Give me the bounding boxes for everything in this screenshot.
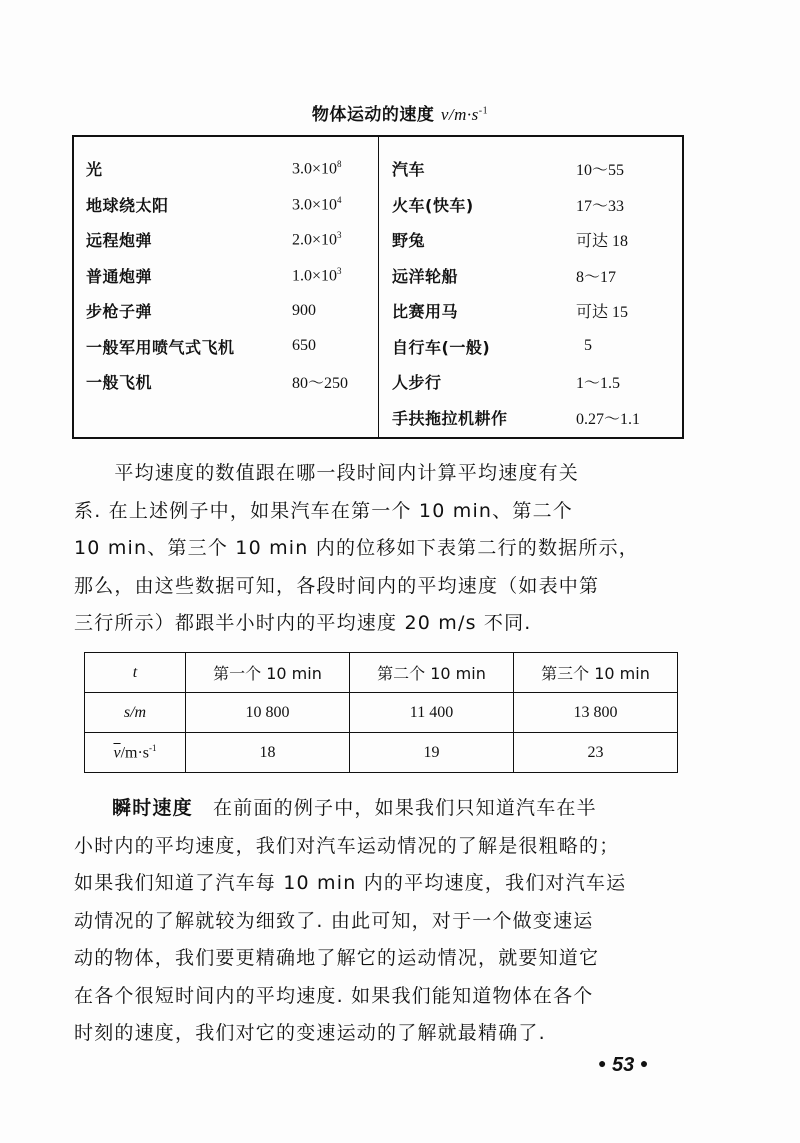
caption-exponent: -1 bbox=[478, 105, 489, 117]
object-name: 汽车 bbox=[392, 160, 426, 180]
table-cell: 23 bbox=[514, 733, 678, 773]
speed-table bbox=[72, 135, 684, 439]
value-exponent: 3 bbox=[337, 230, 342, 241]
text-line: 时刻的速度，我们对它的变速运动的了解就最精确了. bbox=[74, 1022, 546, 1044]
header-cell: 第二个 10 min bbox=[350, 653, 514, 693]
object-name: 光 bbox=[86, 160, 103, 180]
object-name: 地球绕太阳 bbox=[86, 195, 169, 215]
table-row bbox=[85, 693, 678, 733]
paragraph-average-speed bbox=[74, 455, 690, 643]
table-row bbox=[392, 400, 682, 436]
text-line: 那么，由这些数据可知，各段时间内的平均速度（如表中第 bbox=[74, 574, 600, 597]
page-number bbox=[598, 1054, 648, 1077]
table-header-row bbox=[85, 653, 678, 693]
speed-value: 可达 18 bbox=[576, 233, 629, 251]
speed-value bbox=[292, 337, 316, 355]
speed-value: 0.27～1.1 bbox=[576, 410, 641, 428]
bullet-icon: ● bbox=[639, 1055, 649, 1071]
text-line: 三行所示）都跟半小时内的平均速度 20 m/s 不同. bbox=[74, 612, 532, 634]
object-name: 一般军用喷气式飞机 bbox=[86, 337, 235, 357]
value-exponent: 3 bbox=[337, 265, 342, 276]
table-row bbox=[86, 187, 376, 223]
text-line: 动的物体，我们要更精确地了解它的运动情况，就要知道它 bbox=[74, 947, 600, 969]
page-number-text: 53 bbox=[612, 1054, 635, 1076]
speed-value: 1～1.5 bbox=[576, 375, 621, 393]
header-cell: 第一个 10 min bbox=[186, 653, 350, 693]
text-line: 动情况的了解就较为细致了. 由此可知，对于一个做变速运 bbox=[74, 909, 594, 932]
object-name: 比赛用马 bbox=[392, 302, 459, 322]
object-name: 野兔 bbox=[392, 231, 426, 251]
speed-value: 17～33 bbox=[576, 197, 625, 215]
speed-value bbox=[292, 230, 342, 249]
value-base: 900 bbox=[292, 301, 316, 319]
table-row bbox=[392, 258, 682, 294]
table-cell: 13 800 bbox=[514, 693, 678, 733]
text-line: 在各个很短时间内的平均速度. 如果我们能知道物体在各个 bbox=[74, 984, 594, 1007]
text-line: 平均速度的数值跟在哪一段时间内计算平均速度有关 bbox=[74, 462, 580, 484]
speed-value bbox=[292, 195, 342, 214]
table-row bbox=[392, 187, 682, 223]
object-name: 手扶拖拉机耕作 bbox=[392, 408, 508, 428]
paragraph-instantaneous-speed bbox=[74, 790, 690, 1053]
interval-table bbox=[84, 652, 678, 773]
table-row bbox=[85, 733, 678, 773]
table-row bbox=[392, 222, 682, 258]
header-cell: 第三个 10 min bbox=[514, 653, 678, 693]
value-base: 650 bbox=[292, 337, 316, 355]
table-row bbox=[86, 151, 376, 187]
text-line bbox=[74, 790, 690, 828]
text-line: 系. 在上述例子中，如果汽车在第一个 10 min、第二个 bbox=[74, 499, 573, 522]
table-cell: 18 bbox=[186, 733, 350, 773]
table-row bbox=[392, 293, 682, 329]
row-label-text: s/m bbox=[123, 703, 147, 721]
table-row bbox=[86, 258, 376, 294]
header-cell: t bbox=[85, 653, 186, 693]
table-row bbox=[86, 222, 376, 258]
caption-title: 物体运动的速度 bbox=[311, 105, 435, 125]
table-row bbox=[86, 329, 376, 365]
speed-table-right-column bbox=[392, 151, 682, 435]
speed-value bbox=[292, 159, 342, 178]
object-name: 一般飞机 bbox=[86, 373, 153, 393]
speed-value: 8～17 bbox=[576, 268, 617, 286]
text-line: 如果我们知道了汽车每 10 min 内的平均速度，我们对汽车运 bbox=[74, 872, 627, 894]
table-row bbox=[392, 364, 682, 400]
bullet-icon: ● bbox=[598, 1055, 607, 1071]
object-name: 步枪子弹 bbox=[86, 302, 153, 322]
speed-value bbox=[292, 266, 342, 285]
value-base: 3.0×10 bbox=[292, 195, 338, 213]
table-row bbox=[86, 364, 376, 400]
text-line: 小时内的平均速度，我们对汽车运动情况的了解是很粗略的； bbox=[74, 834, 620, 857]
table-divider bbox=[378, 137, 379, 437]
object-name: 人步行 bbox=[392, 373, 442, 393]
term-instantaneous-speed: 瞬时速度 bbox=[112, 797, 193, 819]
table-row bbox=[392, 151, 682, 187]
object-name: 火车(快车) bbox=[392, 195, 474, 215]
value-exponent: 4 bbox=[337, 194, 342, 205]
text-span: 在前面的例子中，如果我们只知道汽车在半 bbox=[192, 797, 597, 819]
speed-value: 可达 15 bbox=[576, 304, 629, 322]
object-name: 远洋轮船 bbox=[392, 266, 459, 286]
table-cell: 19 bbox=[350, 733, 514, 773]
value-base: 2.0×10 bbox=[292, 231, 338, 249]
row-label bbox=[85, 693, 186, 733]
value-base: 80～250 bbox=[292, 375, 349, 393]
speed-table-left-column bbox=[86, 151, 376, 400]
speed-value bbox=[292, 302, 316, 320]
table-row bbox=[86, 293, 376, 329]
speed-value: 5 bbox=[576, 337, 592, 355]
object-name: 普通炮弹 bbox=[86, 266, 153, 286]
speed-table-caption bbox=[0, 100, 800, 125]
object-name: 远程炮弹 bbox=[86, 231, 153, 251]
table-cell: 10 800 bbox=[186, 693, 350, 733]
value-base: 3.0×10 bbox=[292, 160, 338, 178]
value-exponent: 8 bbox=[337, 159, 342, 170]
table-row bbox=[392, 329, 682, 365]
table-cell: 11 400 bbox=[350, 693, 514, 733]
object-name: 自行车(一般) bbox=[392, 337, 491, 357]
text-line: 10 min、第三个 10 min 内的位移如下表第二行的数据所示， bbox=[74, 537, 639, 559]
v-bar-symbol: $\overline{v}$ bbox=[113, 744, 121, 762]
value-base: 1.0×10 bbox=[292, 266, 338, 284]
row-label-exponent: -1 bbox=[149, 742, 157, 753]
row-label-unit: /m·s bbox=[120, 744, 150, 762]
speed-value bbox=[292, 370, 348, 393]
row-label bbox=[85, 733, 186, 773]
speed-value: 10～55 bbox=[576, 162, 625, 180]
caption-unit: v/m·s bbox=[440, 105, 479, 124]
